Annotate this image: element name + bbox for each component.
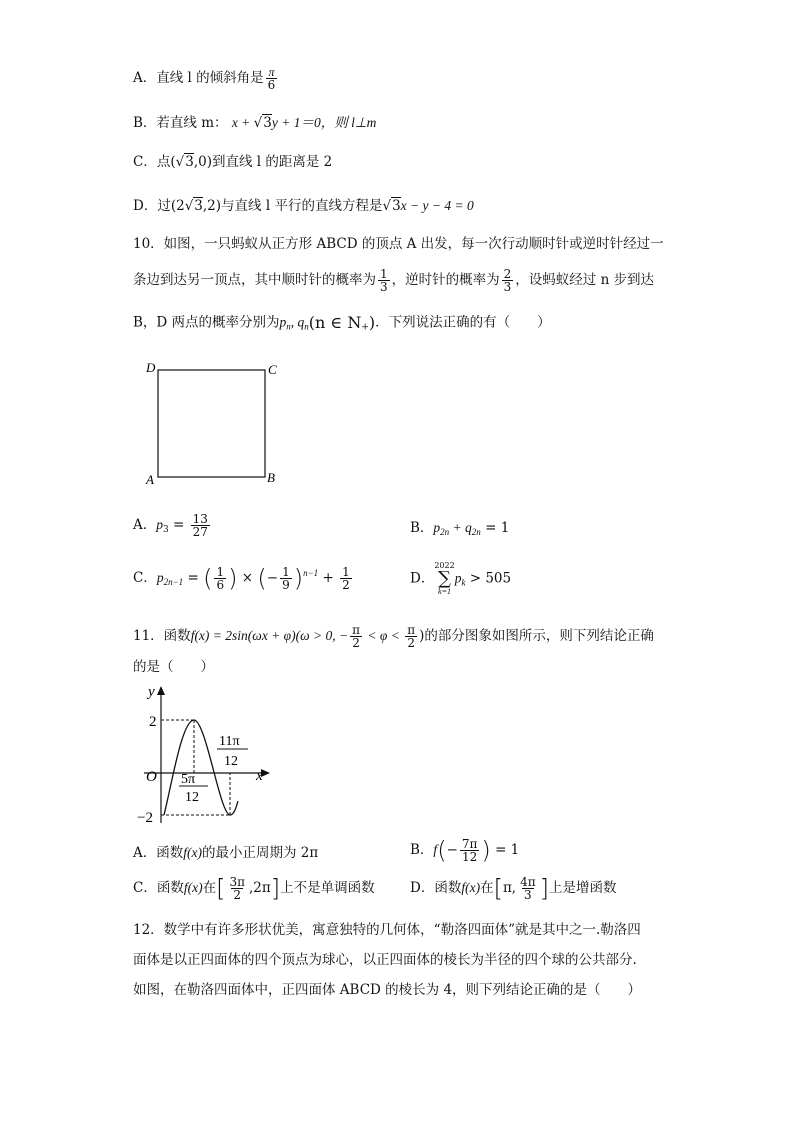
q10-frac-two-thirds: $\frac{2}{3}$ xyxy=(503,267,512,294)
q10-frac-one-third: $\frac{1}{3}$ xyxy=(380,267,388,294)
q9-option-d: D．过(2√3,2)与直线 l 平行的直线方程是√3x − y − 4 = 0 xyxy=(133,198,474,214)
x-tick-11pi12-num: 11π xyxy=(219,734,240,749)
q11-option-a: A．函数f(x)的最小正周期为 2π xyxy=(133,845,319,861)
q11-sine-graph xyxy=(134,683,284,828)
q10-option-c: C．$p_{2n-1}$ = ( $\frac{1}{6}$ ) × (− $\frac{1}{9}$ )$^{n-1}$ + $\frac{1}{2}$ xyxy=(133,564,350,593)
square xyxy=(158,370,265,477)
x-axis-label: x xyxy=(256,768,263,784)
vertex-label-c: C xyxy=(268,362,277,377)
q10-stem-line1: 10．如图，一只蚂蚁从正方形 ABCD 的顶点 A 出发，每一次行动顺时针或逆时针经过一 xyxy=(133,236,664,252)
q10-option-a: A．$p_3$ = $\frac{13}{27}$ xyxy=(133,512,208,539)
summation: 2022 ∑ k=1 xyxy=(434,561,455,596)
x-tick-11pi12-den: 12 xyxy=(224,754,238,769)
y-tick-2: 2 xyxy=(149,714,157,730)
y-axis-arrow xyxy=(157,686,165,695)
q9-option-c: C．点(√3,0)到直线 l 的距离是 2 xyxy=(133,154,333,170)
vertex-label-d: D xyxy=(146,360,156,375)
q11-option-c: C．函数f(x)在[ $\frac{3\pi}{2}$ ,2π]上不是单调函数 xyxy=(133,874,375,903)
q9-option-a: A．直线 l 的倾斜角是 $\frac{\pi}{6}$ xyxy=(133,65,276,92)
x-tick-5pi12-den: 12 xyxy=(185,790,199,805)
origin-label: O xyxy=(146,769,157,785)
q10-stem-line3: B，D 两点的概率分别为$p_n$, $q_n(n$ ∈ $N_+$)．下列说法正确的有（ ） xyxy=(133,313,551,333)
q12-stem-line2: 面体是以正四面体的四个顶点为球心，以正四面体的棱长为半径的四个球的公共部分. xyxy=(133,952,637,968)
sqrt-sign: √ xyxy=(253,115,263,131)
y-axis-label: y xyxy=(148,684,155,700)
q10-option-d: D． 2022 ∑ k=1 $p_k > 505$ xyxy=(410,561,512,596)
y-tick-neg2: −2 xyxy=(137,810,153,826)
vertex-label-b: B xyxy=(267,470,275,485)
q11-stem-line2: 的是（ ） xyxy=(133,659,214,675)
q12-stem-line3: 如图，在勒洛四面体中，正四面体 ABCD 的棱长为 4，则下列结论正确的是（ ） xyxy=(133,982,642,998)
q11-option-b: B．f(− $\frac{7\pi}{12}$ ) = 1 xyxy=(410,836,520,865)
q12-stem-line1: 12．数学中有许多形状优美，寓意独特的几何体，“勒洛四面体”就是其中之一.勒洛四 xyxy=(133,922,641,938)
square-abcd-figure xyxy=(140,356,290,488)
q10-stem-line2: 条边到达另一顶点，其中顺时针的概率为 $\frac{1}{3}$ ，逆时针的概率为 $\frac{2}{3}$ ，设蚂蚁经过 n 步到达 xyxy=(133,267,655,294)
q11-stem-line1: 11．函数f(x) = 2sin(ωx + φ)(ω > 0, − $\frac{\pi}{2}$ < φ < $\frac{\pi}{2}$ )的部分图象如图所示，则下列结论正确 xyxy=(133,623,654,650)
vertex-label-a: A xyxy=(146,472,154,487)
q10-option-b: B．$p_{2n} + q_{2n} = 1$ xyxy=(410,520,510,537)
q9-option-b: B．若直线 m： x + √3y + 1＝0，则 l⊥m xyxy=(133,115,377,131)
q9-a-fraction: $\frac{\pi}{6}$ xyxy=(267,65,276,92)
x-tick-5pi12-num: 5π xyxy=(181,772,196,787)
q11-option-d: D．函数f(x)在[π, $\frac{4\pi}{3}$ ]上是增函数 xyxy=(410,874,617,903)
